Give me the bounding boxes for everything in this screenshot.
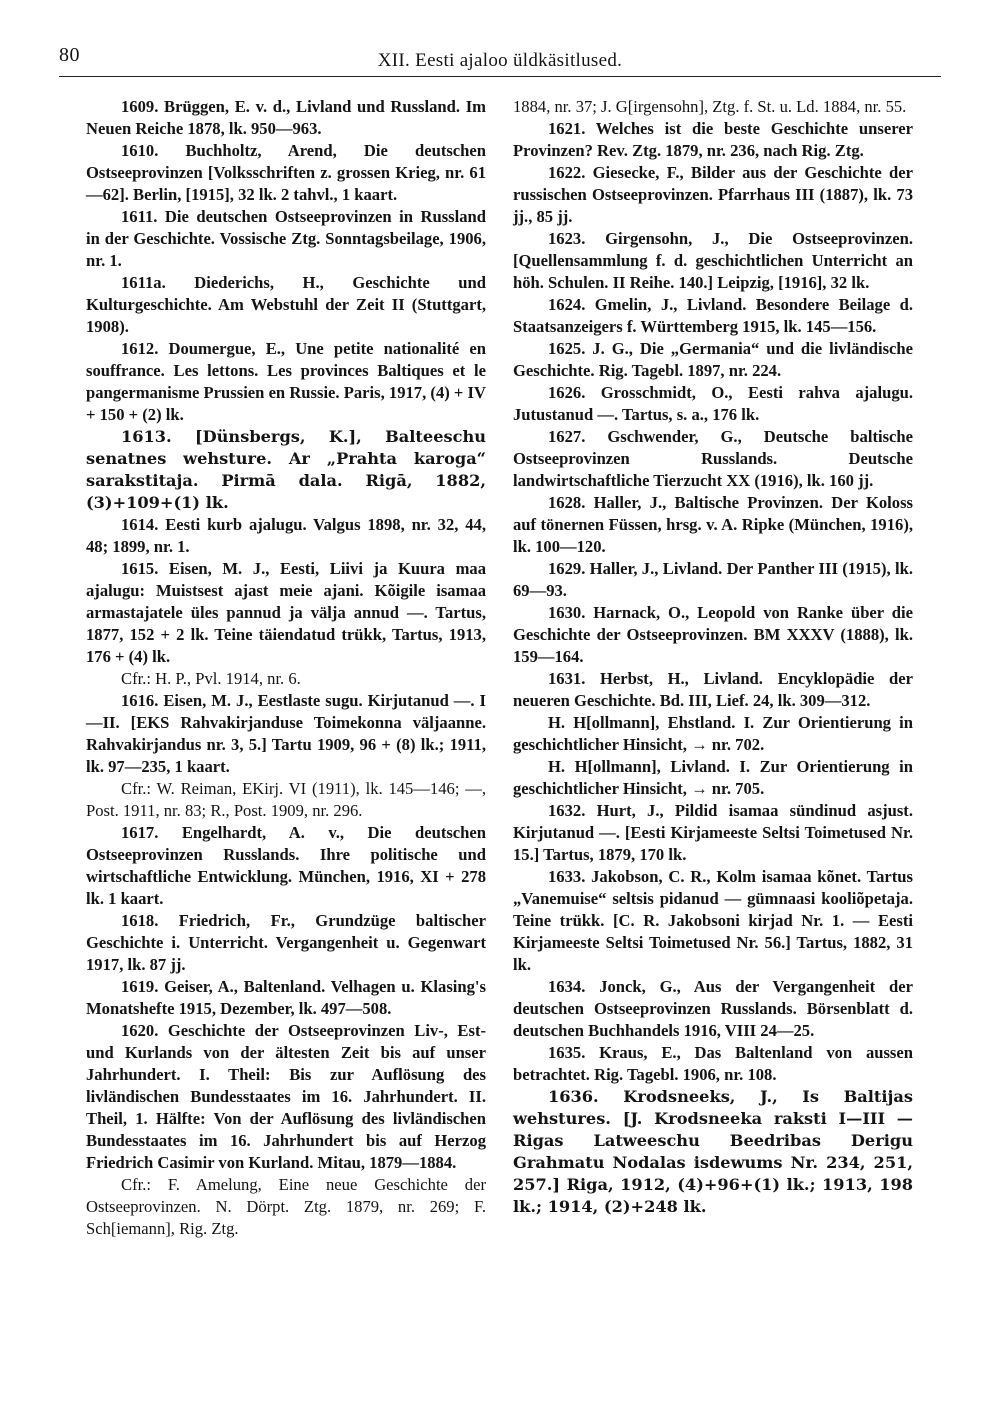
left-column (86, 96, 486, 1240)
bib-entry-1614: 1614. Eesti kurb ajalugu. Valgus 1898, nr. 32, 44, 48; 1899, nr. 1. (86, 515, 486, 556)
bib-entry-hollmann-livland: H. H[ollmann], Livland. I. Zur Orientierung in geschichtlicher Hinsicht, → nr. 705. (513, 757, 913, 798)
bib-entry-1621: 1621. Welches ist die beste Geschichte unserer Provinzen? Rev. Ztg. 1879, nr. 236, nach Rig. Ztg. (513, 119, 913, 160)
bib-entry-1611: 1611. Die deutschen Ostseeprovinzen in Russland in der Geschichte. Vossische Ztg. Sonntagsbeilage, 1906, nr. 1. (86, 207, 486, 270)
bib-entry-1630: 1630. Harnack, O., Leopold von Ranke über die Geschichte der Ostseeprovinzen. BM XXXV (1888), lk. 159—164. (513, 603, 913, 666)
running-title: XII. Eesti ajaloo üldkäsitlused. (377, 50, 623, 71)
bib-entry-1619: 1619. Geiser, A., Baltenland. Velhagen u. Klasing's Monatshefte 1915, Dezember, lk. 497—508. (86, 977, 486, 1018)
bib-entry-1633: 1633. Jakobson, C. R., Kolm isamaa kõnet. Tartus „Vanemuise“ seltsis pidanud — gümnaasi kooliõpetaja. Teine trükk. [C. R. Jakobsoni kirjad Nr. 1. — Eesti Kirjameeste Seltsi Toimetused Nr. 56.] Tartus, 1882, 31 lk. (513, 867, 913, 974)
bib-entry-1636: 1636. Krodsneeks, J., Is Baltijas wehstures. [J. Krodsneeka raksti I—III — Rigas Latweeschu Beedribas Derigu Grahmatu Nodalas isdewums Nr. 234, 251, 257.] Riga, 1912, (4)+96+(1) lk.; 1913, 198 lk.; 1914, (2)+248 lk. (513, 1087, 913, 1216)
bib-entry-1617: 1617. Engelhardt, A. v., Die deutschen Ostseeprovinzen Russlands. Ihre politische und wirtschaftliche Entwicklung. München, 1916, XI + 278 lk. 1 kaart. (86, 823, 486, 908)
bib-entry-1627: 1627. Gschwender, G., Deutsche baltische Ostseeprovinzen Russlands. Deutsche landwirtschaftliche Tierzucht XX (1916), lk. 160 jj. (513, 427, 913, 490)
bib-entry-1626: 1626. Grosschmidt, O., Eesti rahva ajalugu. Jutustanud —. Tartus, s. a., 176 lk. (513, 383, 913, 424)
bib-entry-1628: 1628. Haller, J., Baltische Provinzen. Der Koloss auf tönernen Füssen, hrsg. v. A. Ripke (München, 1916), lk. 100—120. (513, 493, 913, 556)
bib-entry-1629: 1629. Haller, J., Livland. Der Panther III (1915), lk. 69—93. (513, 559, 913, 600)
bib-entry-1611a: 1611a. Diederichs, H., Geschichte und Kulturgeschichte. Am Webstuhl der Zeit II (Stuttgart, 1908). (86, 273, 486, 336)
bib-entry-1625: 1625. J. G., Die „Germania“ und die livländische Geschichte. Rig. Tagebl. 1897, nr. 224. (513, 339, 913, 380)
bib-entry-1631: 1631. Herbst, H., Livland. Encyklopädie der neueren Geschichte. Bd. III, Lief. 24, lk. 309—312. (513, 669, 913, 710)
bib-entry-1634: 1634. Jonck, G., Aus der Vergangenheit der deutschen Ostseeprovinzen Russlands. Börsenblatt d. deutschen Buchhandels 1916, VIII 24—25. (513, 977, 913, 1040)
cfr-note-1620-continued: 1884, nr. 37; J. G[irgensohn], Ztg. f. St. u. Ld. 1884, nr. 55. (513, 97, 907, 116)
bib-entry-1623: 1623. Girgensohn, J., Die Ostseeprovinzen. [Quellensammlung f. d. geschichtlichen Unterricht an höh. Schulen. II Reihe. 140.] Leipzig, [1916], 32 lk. (513, 229, 913, 292)
bib-entry-1618: 1618. Friedrich, Fr., Grundzüge baltischer Geschichte i. Unterricht. Vergangenheit u. Gegenwart 1917, lk. 87 jj. (86, 911, 486, 974)
page-number: 80 (59, 44, 80, 66)
bib-entry-1612: 1612. Doumergue, E., Une petite nationalité en souffrance. Les lettons. Les provinces Baltiques et le pangermanisme Prussien en Russie. Paris, 1917, (4) + IV + 150 + (2) lk. (86, 339, 486, 424)
bib-entry-1610: 1610. Buchholtz, Arend, Die deutschen Ostseeprovinzen [Volksschriften z. grossen Krieg, nr. 61—62]. Berlin, [1915], 32 lk. 2 tahvl., 1 kaart. (86, 141, 486, 204)
bib-entry-1615: 1615. Eisen, M. J., Eesti, Liivi ja Kuura maa ajalugu: Muistsest ajast meie ajani. Kõigile isamaa armastajatele üles pannud ja välja annud —. Tartus, 1877, 152 + 2 lk. Teine täiendatud trükk, Tartus, 1913, 176 + (4) lk. (86, 559, 486, 666)
bib-entry-1620: 1620. Geschichte der Ostseeprovinzen Liv-, Est- und Kurlands von der ältesten Zeit bis auf unser Jahrhundert. I. Theil: Bis zur Auflösung des livländischen Bundesstaates im 16. Jahrhundert. II. Theil, 1. Hälfte: Von der Auflösung des livländischen Bundesstaates im 16. Jahrhundert bis auf Herzog Friedrich Casimir von Kurland. Mitau, 1879—1884. (86, 1021, 486, 1172)
bib-entry-1609: 1609. Brüggen, E. v. d., Livland und Russland. Im Neuen Reiche 1878, lk. 950—963. (86, 97, 486, 138)
bib-entry-1635: 1635. Kraus, E., Das Baltenland von aussen betrachtet. Rig. Tagebl. 1906, nr. 108. (513, 1043, 913, 1084)
bib-entry-1622: 1622. Giesecke, F., Bilder aus der Geschichte der russischen Ostseeprovinzen. Pfarrhaus III (1887), lk. 73 jj., 85 jj. (513, 163, 913, 226)
bib-entry-1624: 1624. Gmelin, J., Livland. Besondere Beilage d. Staatsanzeigers f. Württemberg 1915, lk. 145—156. (513, 295, 913, 336)
bib-entry-1632: 1632. Hurt, J., Pildid isamaa sündinud asjust. Kirjutanud —. [Eesti Kirjameeste Seltsi Toimetused Nr. 15.] Tartus, 1879, 170 lk. (513, 801, 913, 864)
cfr-note-1616: Cfr.: W. Reiman, EKirj. VI (1911), lk. 145—146; —, Post. 1911, nr. 83; R., Post. 1909, nr. 296. (86, 779, 486, 820)
header-rule (59, 76, 941, 77)
bib-entry-1616: 1616. Eisen, M. J., Eestlaste sugu. Kirjutanud —. I—II. [EKS Rahvakirjanduse Toimekonna väljaanne. Rahvakirjandus nr. 3, 5.] Tartu 1909, 96 + (8) lk.; 1911, lk. 97—235, 1 kaart. (86, 691, 486, 776)
bib-entry-1613: 1613. [Dünsbergs, K.], Balteeschu senatnes wehsture. Ar „Prahta karoga“ sarakstitaja. Pirmā dala. Rigā, 1882, (3)+109+(1) lk. (86, 427, 486, 512)
right-column (513, 96, 913, 1218)
cfr-note-1615: Cfr.: H. P., Pvl. 1914, nr. 6. (121, 669, 301, 688)
cfr-note-1620: Cfr.: F. Amelung, Eine neue Geschichte der Ostseeprovinzen. N. Dörpt. Ztg. 1879, nr. 269; F. Sch[iemann], Rig. Ztg. (86, 1175, 486, 1238)
bib-entry-hollmann-ehstland: H. H[ollmann], Ehstland. I. Zur Orientierung in geschichtlicher Hinsicht, → nr. 702. (513, 713, 913, 754)
